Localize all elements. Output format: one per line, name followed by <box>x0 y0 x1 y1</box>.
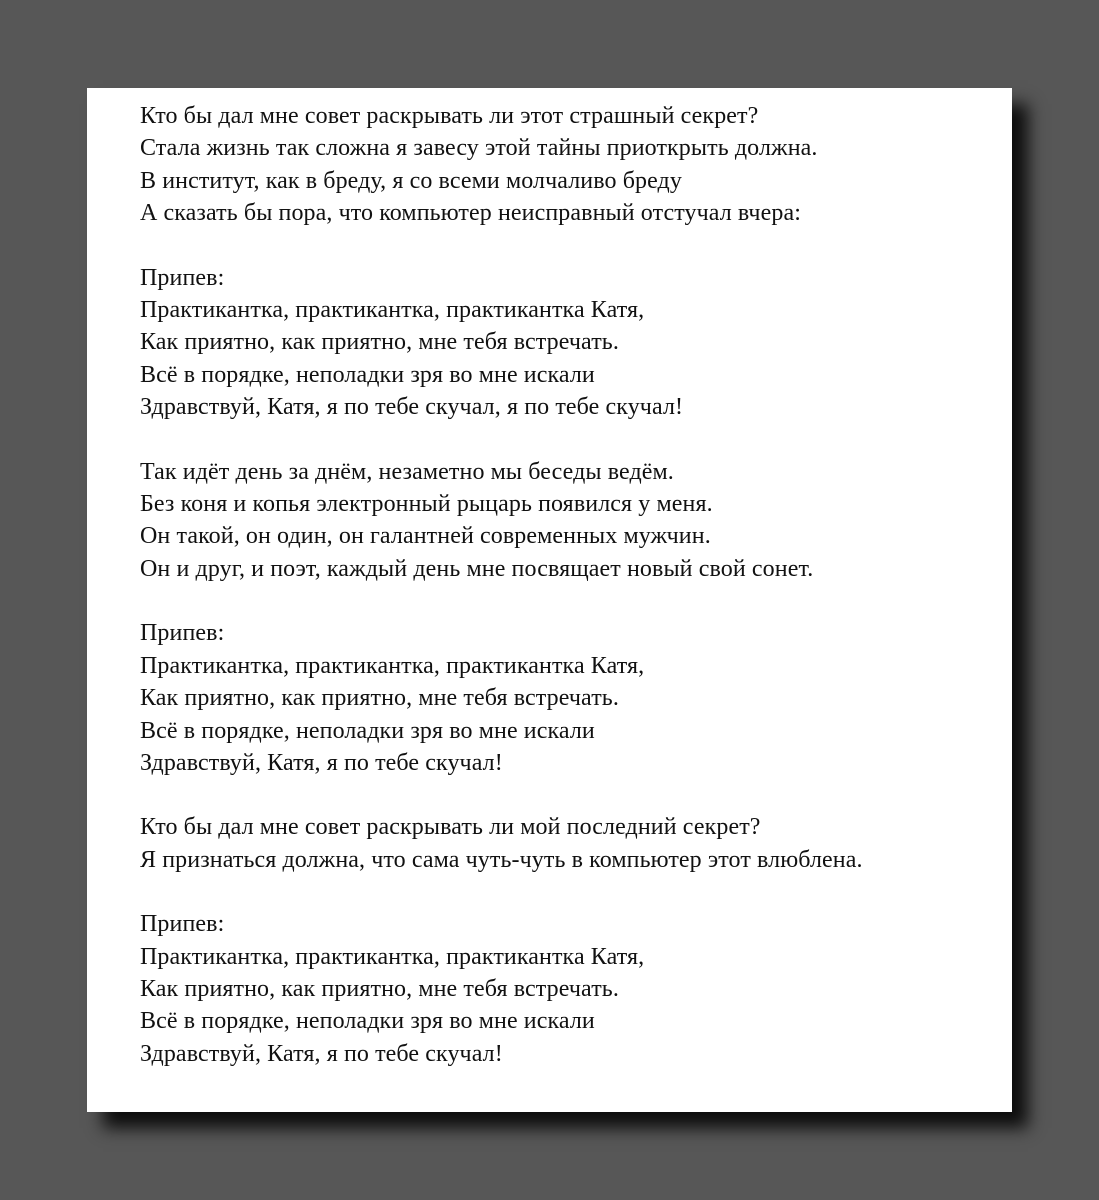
verse-1 <box>140 100 1012 230</box>
lyrics-page <box>87 88 1012 1112</box>
lyric-line: Он и друг, и поэт, каждый день мне посвящает новый свой сонет. <box>140 555 814 582</box>
lyric-line: А сказать бы пора, что компьютер неисправный отстучал вчера: <box>140 200 801 227</box>
lyric-line: Практикантка, практикантка, практикантка Катя, <box>140 652 645 679</box>
lyric-line: Он такой, он один, он галантней современных мужчин. <box>140 523 711 550</box>
lyric-line: Я признаться должна, что сама чуть-чуть в компьютер этот влюблена. <box>140 846 863 873</box>
lyric-line: Кто бы дал мне совет раскрывать ли мой последний секрет? <box>140 814 761 841</box>
chorus-heading: Припев: <box>140 911 225 938</box>
lyric-line: Как приятно, как приятно, мне тебя встречать. <box>140 975 619 1002</box>
lyric-line: Всё в порядке, неполадки зря во мне искали <box>140 361 595 388</box>
lyric-line: Здравствуй, Катя, я по тебе скучал! <box>140 1040 503 1067</box>
chorus-2 <box>140 617 1012 779</box>
lyric-line: Всё в порядке, неполадки зря во мне искали <box>140 717 595 744</box>
verse-2 <box>140 456 1012 586</box>
verse-3 <box>140 811 1012 876</box>
lyric-line: Стала жизнь так сложна я завесу этой тайны приоткрыть должна. <box>140 135 818 162</box>
lyric-line: Здравствуй, Катя, я по тебе скучал, я по тебе скучал! <box>140 394 684 421</box>
lyric-line: Кто бы дал мне совет раскрывать ли этот страшный секрет? <box>140 103 759 129</box>
lyric-line: Здравствуй, Катя, я по тебе скучал! <box>140 749 503 776</box>
lyric-line: Без коня и копья электронный рыцарь появился у меня. <box>140 491 713 518</box>
chorus-1 <box>140 262 1012 424</box>
lyric-line: Практикантка, практикантка, практикантка Катя, <box>140 297 645 324</box>
lyric-line: Так идёт день за днём, незаметно мы беседы ведём. <box>140 458 674 485</box>
chorus-heading: Припев: <box>140 264 225 291</box>
lyric-line: В институт, как в бреду, я со всеми молчаливо бреду <box>140 167 682 194</box>
lyric-line: Как приятно, как приятно, мне тебя встречать. <box>140 685 619 712</box>
chorus-heading: Припев: <box>140 620 225 647</box>
lyric-line: Практикантка, практикантка, практикантка Катя, <box>140 943 645 970</box>
lyric-line: Как приятно, как приятно, мне тебя встречать. <box>140 329 619 356</box>
chorus-3 <box>140 908 1012 1070</box>
lyric-line: Всё в порядке, неполадки зря во мне искали <box>140 1008 595 1035</box>
